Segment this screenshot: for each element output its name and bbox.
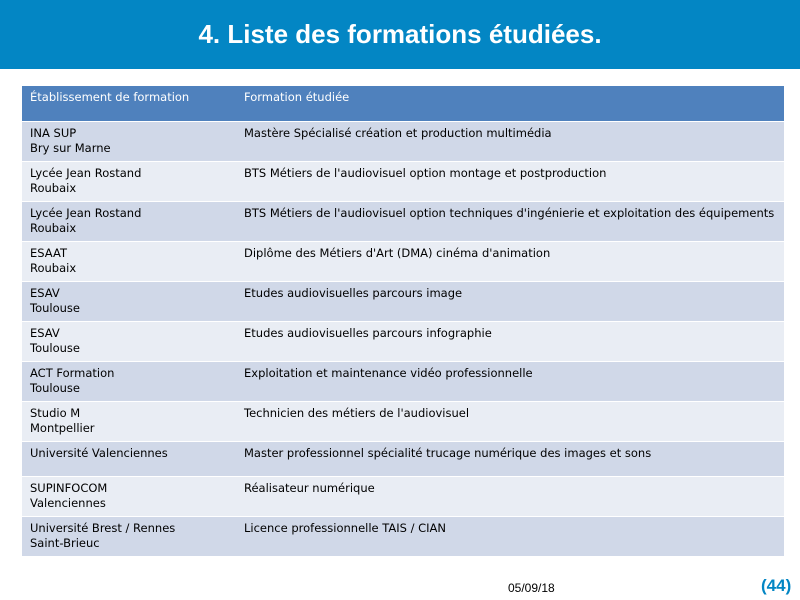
institution-city: Toulouse [30, 300, 80, 315]
table-row [22, 121, 784, 161]
institution-name: ACT Formation [30, 365, 115, 380]
program-cell: Diplôme des Métiers d'Art (DMA) cinéma d'animation [236, 241, 784, 281]
institution-name: INA SUP [30, 125, 77, 140]
table-row [22, 321, 784, 361]
institution-cell [22, 281, 236, 321]
institution-cell [22, 516, 236, 556]
table-row [22, 241, 784, 281]
institution-city: Bry sur Marne [30, 140, 111, 155]
institution-cell [22, 121, 236, 161]
institution-city: Roubaix [30, 220, 77, 235]
institution-city: Saint-Brieuc [30, 535, 100, 550]
institution-city: Toulouse [30, 380, 80, 395]
formations-table [22, 86, 784, 557]
institution-name: Lycée Jean Rostand [30, 165, 142, 180]
slide-title: 4. Liste des formations étudiées. [198, 19, 602, 49]
table-row [22, 281, 784, 321]
table-row [22, 516, 784, 556]
institution-name: Lycée Jean Rostand [30, 205, 142, 220]
institution-name: Université Brest / Rennes [30, 520, 176, 535]
program-cell: BTS Métiers de l'audiovisuel option techniques d'ingénierie et exploitation des équipements [236, 201, 784, 241]
institution-city: Toulouse [30, 340, 80, 355]
institution-city: Roubaix [30, 260, 77, 275]
program-cell: Etudes audiovisuelles parcours image [236, 281, 784, 321]
program-cell: BTS Métiers de l'audiovisuel option montage et postproduction [236, 161, 784, 201]
header-institution: Établissement de formation [22, 86, 236, 121]
institution-cell [22, 161, 236, 201]
institution-name: Studio M [30, 405, 81, 420]
institution-city: Montpellier [30, 420, 95, 435]
institution-city: Valenciennes [30, 495, 106, 510]
institution-cell [22, 441, 236, 476]
page-number: (44) [761, 576, 792, 595]
title-bar [0, 0, 800, 69]
institution-cell [22, 401, 236, 441]
program-cell: Technicien des métiers de l'audiovisuel [236, 401, 784, 441]
institution-name: ESAV [30, 325, 60, 340]
institution-name: Université Valenciennes [30, 445, 168, 460]
institution-cell [22, 321, 236, 361]
institution-cell [22, 476, 236, 516]
institution-name: SUPINFOCOM [30, 480, 108, 495]
program-cell: Mastère Spécialisé création et production multimédia [236, 121, 784, 161]
institution-cell [22, 201, 236, 241]
table-row [22, 161, 784, 201]
table-row [22, 201, 784, 241]
program-cell: Exploitation et maintenance vidéo professionnelle [236, 361, 784, 401]
table-body [22, 121, 784, 556]
institution-city: Roubaix [30, 180, 77, 195]
program-cell: Réalisateur numérique [236, 476, 784, 516]
slide-date: 05/09/18 [508, 581, 555, 595]
table-header-row [22, 86, 784, 121]
table-row [22, 476, 784, 516]
institution-cell [22, 361, 236, 401]
program-cell: Master professionnel spécialité trucage numérique des images et sons [236, 441, 784, 476]
table-row [22, 361, 784, 401]
table-row [22, 441, 784, 476]
institution-name: ESAAT [30, 245, 67, 260]
program-cell: Etudes audiovisuelles parcours infographie [236, 321, 784, 361]
institution-cell [22, 241, 236, 281]
institution-name: ESAV [30, 285, 60, 300]
table-row [22, 401, 784, 441]
program-cell: Licence professionnelle TAIS / CIAN [236, 516, 784, 556]
header-program: Formation étudiée [236, 86, 784, 121]
